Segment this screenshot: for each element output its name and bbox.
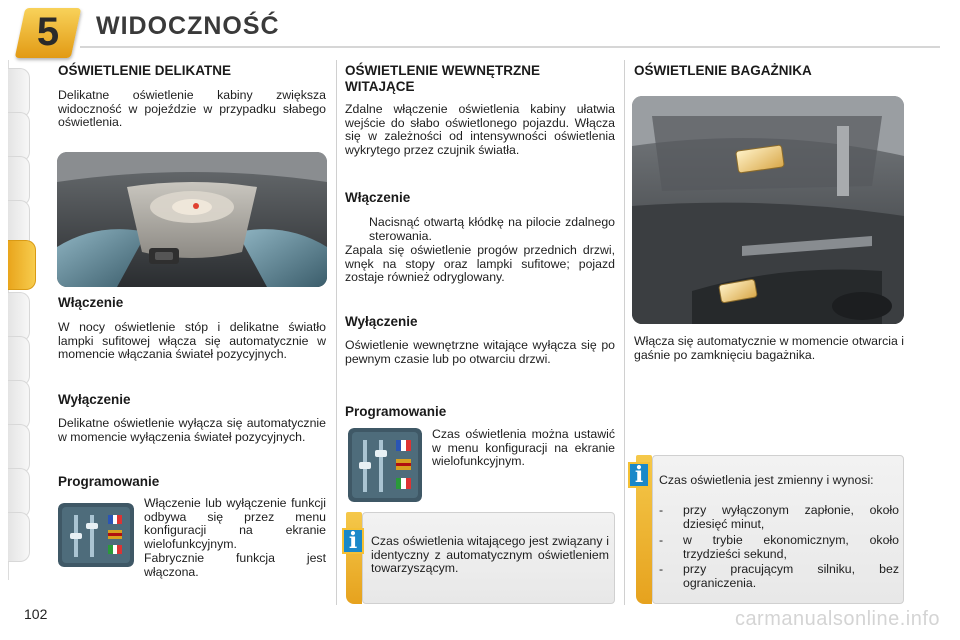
col3-info-item-3 [659,563,899,590]
info-icon: i [342,528,364,554]
info-icon-2: i [628,462,650,488]
chapter-tab-rail [0,0,40,640]
col1-on-title: Włączenie [58,295,124,310]
col3-info-item-1-dash: - [659,503,664,517]
col2-off-text: Oświetlenie wewnętrzne witające wyłącza się po pewnym czasie lub po otwarciu drzwi. [345,338,615,366]
col2-prog-title: Programowanie [345,404,447,419]
ambient-light-photo [57,152,327,287]
col2-off-title: Wyłączenie [345,314,418,329]
col1-title: OŚWIETLENIE DELIKATNE [58,63,232,78]
col3-info-item-1-text: przy wyłączonym zapłonie, około dziesięć minut, [683,503,899,531]
col3-info-item-2-dash: - [659,533,664,547]
col2-bullet-text: Nacisnąć otwartą kłódkę na pilocie zdalnego sterowania. [369,215,615,243]
chapter-tab-6[interactable] [8,292,30,342]
col3-info-item-1 [659,504,899,531]
col2-on-text: Zapala się oświetlenie progów przednich drzwi, wnęk na stopy oraz lampki sufitowe; pojazd zostaje również odryglowany. [345,243,615,285]
col2-prog-text: Czas oświetlenia można ustawić w menu konfiguracji na ekranie wielofunkcyjnym. [432,427,615,469]
column-divider-2 [624,60,625,605]
config-menu-icon-2 [348,428,422,502]
chapter-tab-11[interactable] [8,512,30,562]
chapter-tab-10[interactable] [8,468,30,518]
col2-intro: Zdalne włączenie oświetlenia kabiny ułatwia wejście do słabo oświetlonego pojazdu. Włącza się w zależności od intensywności oświetlenia wykrytego przez czujnik światła. [345,102,615,157]
chapter-tab-8[interactable] [8,380,30,430]
page-number: 102 [24,606,48,622]
page-title: WIDOCZNOŚĆ [96,12,280,40]
col3-info-box [652,455,904,604]
chapter-tab-2[interactable] [8,112,30,162]
chapter-tab-5-active[interactable] [8,240,36,290]
col2-on-title: Włączenie [345,190,411,205]
chapter-tab-9[interactable] [8,424,30,474]
col3-info-item-3-dash: - [659,562,664,576]
config-menu-icon [58,503,134,567]
col3-info-item-3-text: przy pracującym silniku, bez ograniczenia. [683,562,899,590]
col2-title-line1: OŚWIETLENIE WEWNĘTRZNE [345,63,540,78]
col2-info-bar [346,512,362,604]
col1-prog-text2: Fabrycznie funkcja jest włączona. [144,551,326,579]
col1-prog-text1: Włączenie lub wyłączenie funkcji odbywa się przez menu konfiguracji na ekranie wielofunkcyjnym. [144,496,326,551]
col3-info-item-2 [659,534,899,561]
chapter-tab-7[interactable] [8,336,30,386]
header-divider [80,46,940,48]
col2-title [345,63,615,95]
col3-info-intro: Czas oświetlenia jest zmienny i wynosi: [659,473,874,487]
col3-info-item-2-text: w trybie ekonomicznym, około trzydzieści sekund, [683,533,899,561]
col2-bullet [345,216,615,243]
col2-info-box [362,512,615,604]
column-divider-1 [336,60,337,605]
chapter-tab-3[interactable] [8,156,30,206]
trunk-light-photo [632,96,904,324]
col3-title: OŚWIETLENIE BAGAŻNIKA [634,63,812,78]
col1-intro: Delikatne oświetlenie kabiny zwiększa widoczność w pojeździe w przypadku słabego oświetlenia. [58,88,326,130]
col2-info-text: Czas oświetlenia witającego jest związany i identyczny z automatycznym oświetleniem towarzyszącym. [371,534,609,576]
col1-on-text: W nocy oświetlenie stóp i delikatne światło lampki sufitowej włącza się automatycznie w momencie włączania świateł pozycyjnych. [58,320,326,362]
col2-title-line2: WITAJĄCE [345,79,415,94]
col1-prog-title: Programowanie [58,474,160,489]
col3-text: Włącza się automatycznie w momencie otwarcia i gaśnie po zamknięciu bagażnika. [634,334,904,362]
chapter-tab-1[interactable] [8,68,30,118]
watermark: carmanualsonline.info [734,608,940,630]
chapter-number: 5 [36,10,60,54]
chapter-number-badge [20,8,76,58]
col1-off-title: Wyłączenie [58,392,131,407]
col1-off-text: Delikatne oświetlenie wyłącza się automatycznie w momencie wyłączenia świateł pozycyjnych. [58,416,326,444]
